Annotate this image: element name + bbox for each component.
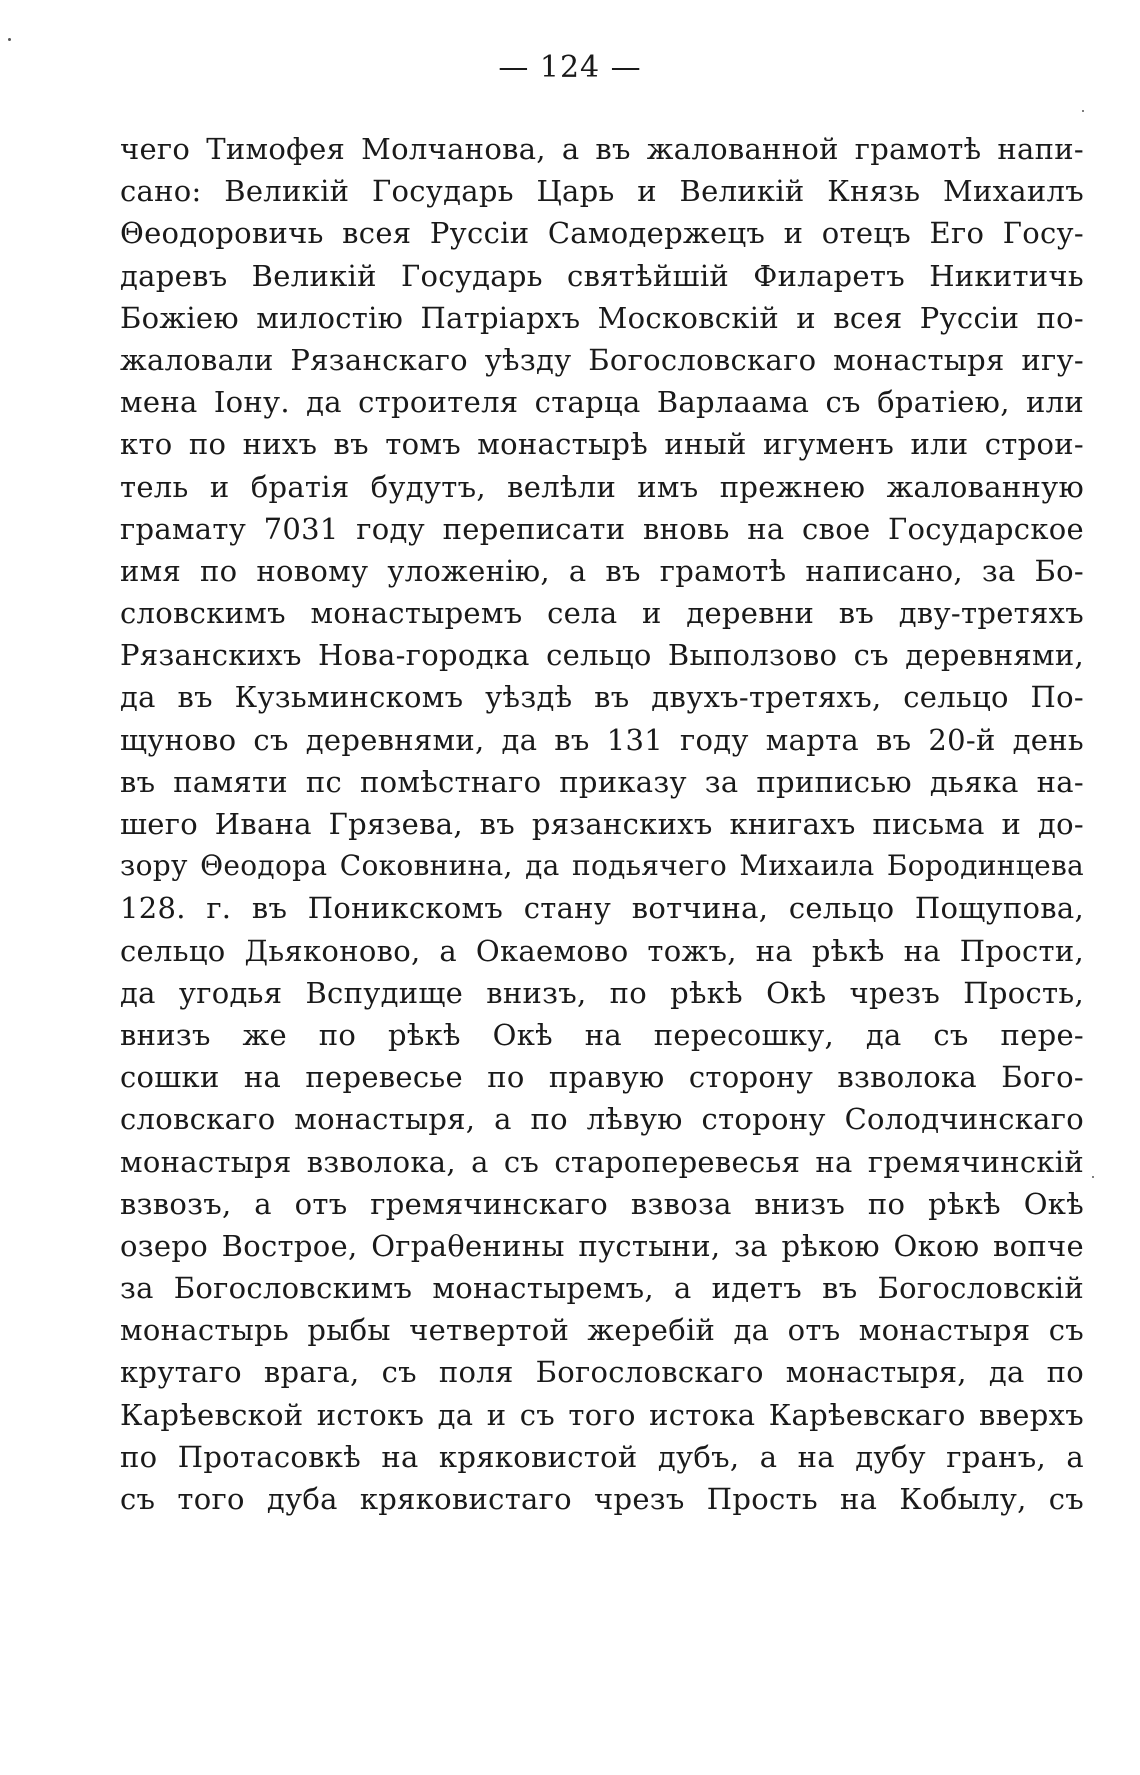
text-line: монастыря взволока, а съ староперевесья на гремячинскій: [120, 1144, 1084, 1179]
body-text: [120, 128, 1084, 1520]
text-line: монастырь рыбы четвертой жеребій да отъ монастыря съ: [120, 1313, 1084, 1348]
text-line: въ памяти пс помѣстнаго приказу за приписью дьяка на-: [120, 764, 1084, 799]
text-line: зору Θеодора Соковнина, да подьячего Михаила Бородинцева: [120, 849, 1084, 883]
page-number: — 124 —: [498, 50, 642, 85]
text-line: Рязанскихъ Нова-городка сельцо Выползово съ деревнями,: [120, 638, 1084, 673]
text-line: грамату 7031 году переписати вновь на свое Государское: [120, 511, 1084, 546]
scan-speck: [1082, 110, 1084, 112]
text-line: сельцо Дьяконово, а Окаемово тожъ, на рѣкѣ на Прости,: [120, 933, 1084, 968]
text-line: Θеодоровичь всея Руссіи Самодержецъ и отецъ Его Госу-: [120, 216, 1084, 251]
text-line: щуново съ деревнями, да въ 131 году марта въ 20-й день: [120, 722, 1084, 757]
text-line: кто по нихъ въ томъ монастырѣ иный игуменъ или строи-: [120, 427, 1084, 462]
text-line: словскаго монастыря, а по лѣвую сторону Солодчинскаго: [120, 1102, 1084, 1137]
text-line: имя по новому уложенію, а въ грамотѣ написано, за Бо-: [120, 553, 1084, 588]
text-line: да угодья Вспудище внизъ, по рѣкѣ Окѣ чрезъ Прость,: [120, 975, 1084, 1010]
text-line: за Богословскимъ монастыремъ, а идетъ въ Богословскій: [120, 1271, 1084, 1306]
text-line: съ того дуба кряковистаго чрезъ Прость на Кобылу, съ: [120, 1482, 1084, 1516]
text-line: крутаго врага, съ поля Богословскаго монастыря, да по: [120, 1355, 1084, 1390]
text-line: сошки на перевесье по правую сторону взволока Бого-: [120, 1060, 1084, 1095]
scan-speck: [1092, 1176, 1094, 1178]
text-line: озеро Вострое, Ограθенины пустыни, за рѣкою Окою вопче: [120, 1228, 1084, 1263]
text-line: шего Ивана Грязева, въ рязанскихъ книгахъ письма и до-: [120, 807, 1084, 841]
text-line: Карѣевской истокъ да и съ того истока Карѣевскаго вверхъ: [120, 1397, 1084, 1432]
scan-speck: [8, 38, 11, 41]
text-line: сано: Великій Государь Царь и Великій Князь Михаилъ: [120, 174, 1084, 209]
text-line: чего Тимофея Молчанова, а въ жалованной грамотѣ напи-: [120, 132, 1084, 166]
text-line: да въ Кузьминскомъ уѣздѣ въ двухъ-третяхъ, сельцо По-: [120, 680, 1084, 715]
text-line: Божіею милостію Патріархъ Московскій и всея Руссіи по-: [120, 300, 1084, 335]
text-line: 128. г. въ Поникскомъ стану вотчина, сельцо Пощупова,: [120, 891, 1084, 926]
text-line: по Протасовкѣ на кряковистой дубъ, а на дубу гранъ, а: [120, 1439, 1084, 1474]
text-line: тель и братія будутъ, велѣли имъ прежнею жалованную: [120, 469, 1084, 504]
text-line: жаловали Рязанскаго уѣзду Богословскаго монастыря игу-: [120, 342, 1084, 377]
text-line: взвозъ, а отъ гремячинскаго взвоза внизъ по рѣкѣ Окѣ: [120, 1186, 1084, 1221]
text-line: даревъ Великій Государь святѣйшій Филаретъ Никитичь: [120, 258, 1084, 293]
text-line: словскимъ монастыремъ села и деревни въ дву-третяхъ: [120, 596, 1084, 631]
text-line: внизъ же по рѣкѣ Окѣ на пересошку, да съ пере-: [120, 1017, 1084, 1052]
text-line: мена Іону. да строителя старца Варлаама съ братіею, или: [120, 385, 1084, 420]
